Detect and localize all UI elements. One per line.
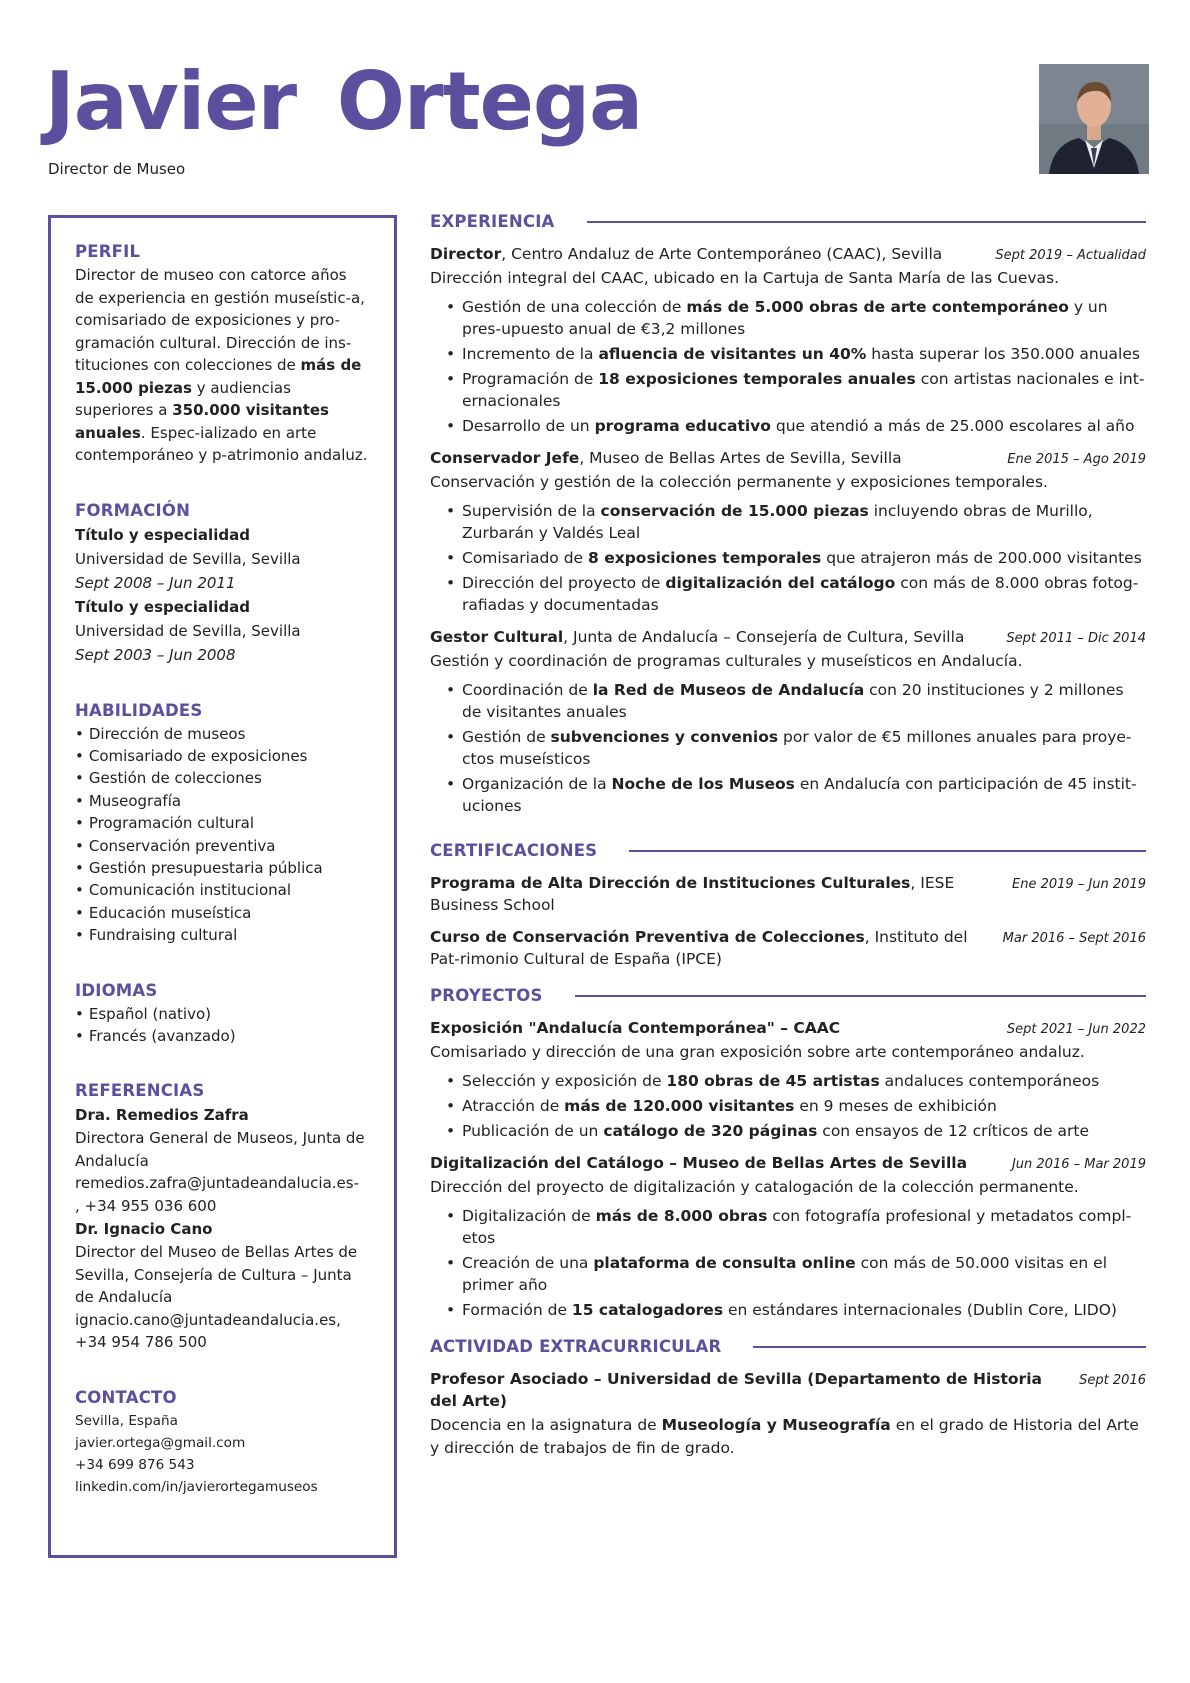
project-entry <box>430 1152 1146 1321</box>
references-section <box>75 1081 370 1354</box>
entry-description: Dirección integral del CAAC, ubicado en la Cartuja de Santa María de las Cuevas. <box>430 269 1060 287</box>
bullet-item: • Comisariado de 8 exposiciones temporales que atrajeron más de 200.000 visitantes <box>462 547 1146 569</box>
education-section <box>75 501 370 667</box>
reference-phone: +34 954 786 500 <box>75 1333 207 1352</box>
bullet-item: • Atracción de más de 120.000 visitantes en 9 meses de exhibición <box>462 1095 1146 1117</box>
languages-section <box>75 981 370 1048</box>
entry-header <box>430 1368 1146 1412</box>
reference-email[interactable]: remedios.zafra@juntadeandalucia.es- <box>75 1174 359 1193</box>
skill-item: • Conservación preventiva <box>75 835 370 857</box>
experience-entry <box>430 243 1146 437</box>
certification-title: Programa de Alta Dirección de Instituciones Culturales, IESE Business School <box>430 874 955 914</box>
profile-photo <box>1039 64 1149 174</box>
bullet-item: • Supervisión de la conservación de 15.000 piezas incluyendo obras de Murillo, Zurbarán y Valdés Leal <box>462 500 1146 544</box>
bullet-item: • Selección y exposición de 180 obras de 45 artistas andaluces contemporáneos <box>462 1070 1146 1092</box>
main-column <box>430 212 1146 1470</box>
projects-heading: PROYECTOS <box>430 986 543 1005</box>
candidate-name: Javier Ortega <box>45 55 643 148</box>
extracurricular-heading: ACTIVIDAD EXTRACURRICULAR <box>430 1337 722 1356</box>
bullet-list <box>430 679 1146 817</box>
job-title: Director de Museo <box>48 160 186 178</box>
skill-item: • Gestión presupuestaria pública <box>75 857 370 879</box>
experience-list <box>430 243 1146 817</box>
education-item <box>75 595 370 667</box>
extracurricular-entry <box>430 1368 1146 1460</box>
bullet-list <box>430 296 1146 437</box>
bullet-item: • Publicación de un catálogo de 320 páginas con ensayos de 12 críticos de arte <box>462 1120 1146 1142</box>
extracurricular-list <box>430 1368 1146 1460</box>
bullet-item: • Desarrollo de un programa educativo que atendió a más de 25.000 escolares al año <box>462 415 1146 437</box>
education-title: Título y especialidad <box>75 597 250 616</box>
extracurricular-header <box>430 1337 1146 1356</box>
entry-description: Gestión y coordinación de programas culturales y museísticos en Andalucía. <box>430 652 1023 670</box>
entry-dates: Sept 2011 – Dic 2014 <box>1006 631 1146 646</box>
bullet-item: • Gestión de una colección de más de 5.000 obras de arte contemporáneo y un pres-upuesto anual de €3,2 millones <box>462 296 1146 340</box>
bullet-item: • Creación de una plataforma de consulta online con más de 50.000 visitas en el primer año <box>462 1252 1146 1296</box>
bullet-item: • Programación de 18 exposiciones temporales anuales con artistas nacionales e int-ernacionales <box>462 368 1146 412</box>
reference-email[interactable]: ignacio.cano@juntadeandalucia.es, <box>75 1310 341 1329</box>
profile-heading: PERFIL <box>75 242 141 261</box>
reference-role: Directora General de Museos, Junta de Andalucía <box>75 1129 365 1170</box>
skill-item: • Programación cultural <box>75 812 370 834</box>
entry-header <box>430 926 1146 970</box>
entry-role: Director, Centro Andaluz de Arte Contemporáneo (CAAC), Sevilla <box>430 245 943 263</box>
project-title: Digitalización del Catálogo – Museo de Bellas Artes de Sevilla <box>430 1154 968 1172</box>
experience-heading: EXPERIENCIA <box>430 212 555 231</box>
certifications-header <box>430 841 1146 860</box>
experience-entry <box>430 447 1146 616</box>
entry-description: Dirección del proyecto de digitalización y catalogación de la colección permanente. <box>430 1178 1079 1196</box>
section-divider <box>753 1346 1146 1348</box>
entry-description: Conservación y gestión de la colección permanente y exposiciones temporales. <box>430 473 1048 491</box>
entry-header <box>430 243 1146 265</box>
contact-section <box>75 1388 370 1498</box>
education-title: Título y especialidad <box>75 525 250 544</box>
bullet-item: • Digitalización de más de 8.000 obras con fotografía profesional y metadatos compl-etos <box>462 1205 1146 1249</box>
bullet-item: • Gestión de subvenciones y convenios por valor de €5 millones anuales para proye-ctos museísticos <box>462 726 1146 770</box>
bullet-item: • Formación de 15 catalogadores en estándares internacionales (Dublin Core, LIDO) <box>462 1299 1146 1321</box>
skill-item: • Museografía <box>75 790 370 812</box>
reference-name: Dr. Ignacio Cano <box>75 1220 213 1239</box>
skills-section <box>75 701 370 947</box>
skill-item: • Dirección de museos <box>75 723 370 745</box>
contact-email[interactable]: javier.ortega@gmail.com <box>75 1434 246 1451</box>
entry-dates: Ene 2015 – Ago 2019 <box>1007 452 1146 467</box>
certification-title: Curso de Conservación Preventiva de Colecciones, Instituto del Pat-rimonio Cultural de España (IPCE) <box>430 928 968 968</box>
experience-entry <box>430 626 1146 817</box>
reference-item <box>75 1103 370 1217</box>
entry-description: Comisariado y dirección de una gran exposición sobre arte contemporáneo andaluz. <box>430 1043 1085 1061</box>
profile-section <box>75 242 370 467</box>
certifications-heading: CERTIFICACIONES <box>430 841 598 860</box>
contact-heading: CONTACTO <box>75 1387 177 1407</box>
entry-dates: Sept 2019 – Actualidad <box>995 248 1146 263</box>
activity-title: Profesor Asociado – Universidad de Sevilla (Departamento de Historia del Arte) <box>430 1370 1042 1410</box>
reference-phone: , +34 955 036 600 <box>75 1196 217 1215</box>
entry-role: Gestor Cultural, Junta de Andalucía – Consejería de Cultura, Sevilla <box>430 628 965 646</box>
bullet-item: • Dirección del proyecto de digitalización del catálogo con más de 8.000 obras fotog-rafiadas y documentadas <box>462 572 1146 616</box>
section-divider <box>587 221 1147 223</box>
entry-dates: Sept 2016 <box>1079 1373 1146 1388</box>
bullet-list <box>430 1070 1146 1142</box>
languages-heading: IDIOMAS <box>75 980 158 1000</box>
skills-heading: HABILIDADES <box>75 700 203 720</box>
education-dates: Sept 2003 – Jun 2008 <box>75 645 236 664</box>
contact-phone: +34 699 876 543 <box>75 1456 195 1473</box>
education-place: Universidad de Sevilla, Sevilla <box>75 621 301 640</box>
certification-entry <box>430 926 1146 970</box>
entry-description: Docencia en la asignatura de Museología y Museografía en el grado de Historia del Arte y dirección de trabajos de fin de grado. <box>430 1416 1139 1457</box>
sidebar <box>48 215 397 1558</box>
project-title: Exposición "Andalucía Contemporánea" – CAAC <box>430 1019 841 1037</box>
reference-item <box>75 1217 370 1354</box>
education-place: Universidad de Sevilla, Sevilla <box>75 549 301 568</box>
entry-header <box>430 626 1146 648</box>
entry-dates: Jun 2016 – Mar 2019 <box>1011 1157 1146 1172</box>
entry-dates: Sept 2021 – Jun 2022 <box>1006 1022 1146 1037</box>
entry-header <box>430 1017 1146 1039</box>
projects-list <box>430 1017 1146 1321</box>
contact-linkedin[interactable]: linkedin.com/in/javierortegamuseos <box>75 1478 318 1495</box>
projects-header <box>430 986 1146 1005</box>
entry-role: Conservador Jefe, Museo de Bellas Artes de Sevilla, Sevilla <box>430 449 902 467</box>
experience-header <box>430 212 1146 231</box>
skill-item: • Comisariado de exposiciones <box>75 745 370 767</box>
project-entry <box>430 1017 1146 1142</box>
bullet-item: • Coordinación de la Red de Museos de Andalucía con 20 instituciones y 2 millones de visitantes anuales <box>462 679 1146 723</box>
education-dates: Sept 2008 – Jun 2011 <box>75 573 236 592</box>
bullet-item: • Incremento de la afluencia de visitantes un 40% hasta superar los 350.000 anuales <box>462 343 1146 365</box>
education-heading: FORMACIÓN <box>75 500 191 520</box>
skill-item: • Fundraising cultural <box>75 924 370 946</box>
section-divider <box>575 995 1146 997</box>
bullet-item: • Organización de la Noche de los Museos en Andalucía con participación de 45 instit-uciones <box>462 773 1146 817</box>
entry-header <box>430 1152 1146 1174</box>
bullet-list <box>430 500 1146 616</box>
skill-item: • Comunicación institucional <box>75 879 370 901</box>
entry-dates: Ene 2019 – Jun 2019 <box>1012 877 1146 892</box>
section-divider <box>629 850 1146 852</box>
reference-name: Dra. Remedios Zafra <box>75 1106 249 1125</box>
entry-dates: Mar 2016 – Sept 2016 <box>1002 931 1146 946</box>
entry-header <box>430 872 1146 916</box>
references-heading: REFERENCIAS <box>75 1081 205 1101</box>
bullet-list <box>430 1205 1146 1321</box>
education-item <box>75 523 370 595</box>
profile-text: Director de museo con catorce años de experiencia en gestión museístic-a, comisariado de exposiciones y pro-gramación cultural. Dirección de ins-tituciones con colecciones de más de 15.000 piezas y audiencias superiores a 350.000 visitantes anuales. Espec-ializado en arte contemporáneo y p-atrimonio andaluz. <box>75 266 368 464</box>
contact-city: Sevilla, España <box>75 1412 178 1429</box>
entry-header <box>430 447 1146 469</box>
certifications-list <box>430 872 1146 970</box>
certification-entry <box>430 872 1146 916</box>
skill-item: • Gestión de colecciones <box>75 767 370 789</box>
skill-item: • Educación museística <box>75 902 370 924</box>
language-item: • Español (nativo) <box>75 1003 370 1025</box>
language-item: • Francés (avanzado) <box>75 1025 370 1047</box>
reference-role: Director del Museo de Bellas Artes de Sevilla, Consejería de Cultura – Junta de Andalucía <box>75 1243 358 1307</box>
